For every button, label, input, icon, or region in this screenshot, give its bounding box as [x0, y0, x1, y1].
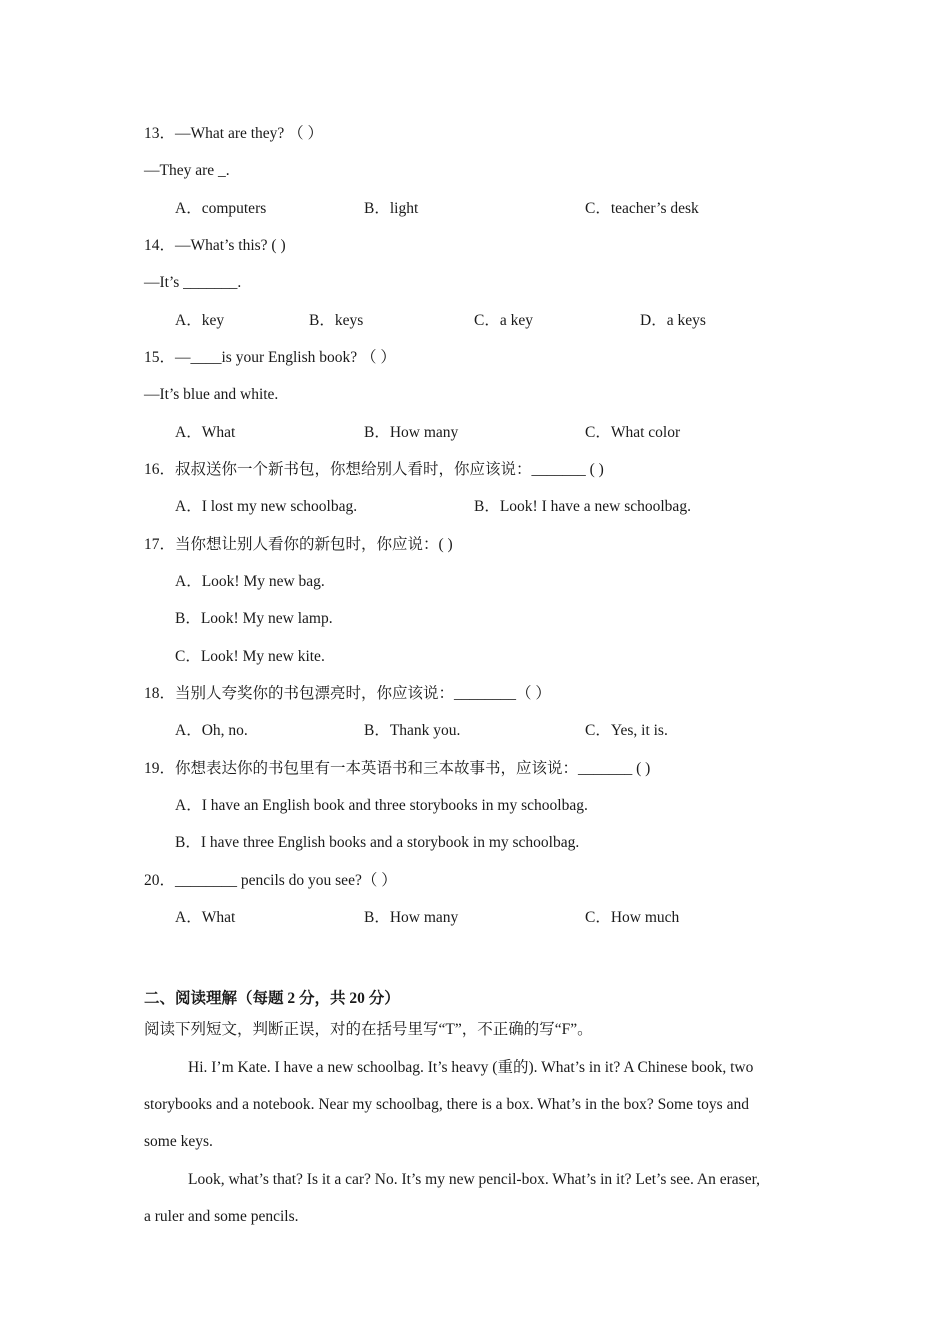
question-14-option-b: B．keys [309, 312, 364, 329]
question-14-option-d: D．a keys [640, 312, 706, 329]
question-13-stem: 13．—What are they? （ ） [144, 125, 324, 142]
passage-line: Look, what’s that? Is it a car? No. It’s my new pencil-box. What’s in it? Let’s see. An eraser, [188, 1171, 761, 1188]
question-13-option-c: C．teacher’s desk [585, 200, 699, 217]
question-18-stem: 18．当别人夸奖你的书包漂亮时，你应该说：________（ ） [144, 685, 551, 702]
question-19-option-a: A．I have an English book and three storybooks in my schoolbag. [175, 797, 588, 814]
question-17-option-a: A．Look! My new bag. [175, 573, 325, 590]
question-20-option-b: B．How many [364, 909, 459, 926]
question-13-option-b: B．light [364, 200, 419, 217]
question-20-stem: 20．________ pencils do you see?（ ） [144, 872, 397, 889]
question-16-option-a: A．I lost my new schoolbag. [175, 498, 358, 515]
question-20-option-c: C．How much [585, 909, 680, 926]
question-20-option-a: A．What [175, 909, 236, 926]
question-15-answer-line: —It’s blue and white. [144, 386, 279, 403]
question-16-stem: 16．叔叔送你一个新书包，你想给别人看时，你应该说：_______ ( ) [144, 461, 604, 478]
question-14-option-c: C．a key [474, 312, 533, 329]
passage-line: some keys. [144, 1133, 213, 1150]
passage-line: storybooks and a notebook. Near my schoolbag, there is a box. What’s in the box? Some toys and [144, 1096, 749, 1113]
question-15-option-a: A．What [175, 424, 236, 441]
question-18-option-c: C．Yes, it is. [585, 722, 668, 739]
question-13-answer-line: —They are _. [144, 162, 230, 179]
question-13-option-a: A．computers [175, 200, 267, 217]
question-18-option-b: B．Thank you. [364, 722, 461, 739]
question-18-option-a: A．Oh, no. [175, 722, 248, 739]
question-19-stem: 19．你想表达你的书包里有一本英语书和三本故事书，应该说：_______ ( ) [144, 760, 651, 777]
question-15-stem: 15．—____is your English book? （ ） [144, 349, 396, 366]
passage-line: Hi. I’m Kate. I have a new schoolbag. It’s heavy (重的). What’s in it? A Chinese book, two [188, 1059, 754, 1076]
question-14-stem: 14．—What’s this? ( ) [144, 237, 286, 254]
section-heading: 二、阅读理解（每题 2 分，共 20 分） [144, 990, 400, 1007]
question-17-option-c: C．Look! My new kite. [175, 648, 325, 665]
question-14-option-a: A．key [175, 312, 225, 329]
section-instruction: 阅读下列短文，判断正误，对的在括号里写“T”，不正确的写“F”。 [144, 1021, 593, 1038]
question-16-option-b: B．Look! I have a new schoolbag. [474, 498, 691, 515]
question-15-option-c: C．What color [585, 424, 681, 441]
question-17-option-b: B．Look! My new lamp. [175, 610, 333, 627]
question-14-answer-line: —It’s _______. [144, 274, 242, 291]
question-17-stem: 17．当你想让别人看你的新包时，你应说：( ) [144, 536, 453, 553]
passage-line: a ruler and some pencils. [144, 1208, 299, 1225]
question-19-option-b: B．I have three English books and a storybook in my schoolbag. [175, 834, 580, 851]
question-15-option-b: B．How many [364, 424, 459, 441]
